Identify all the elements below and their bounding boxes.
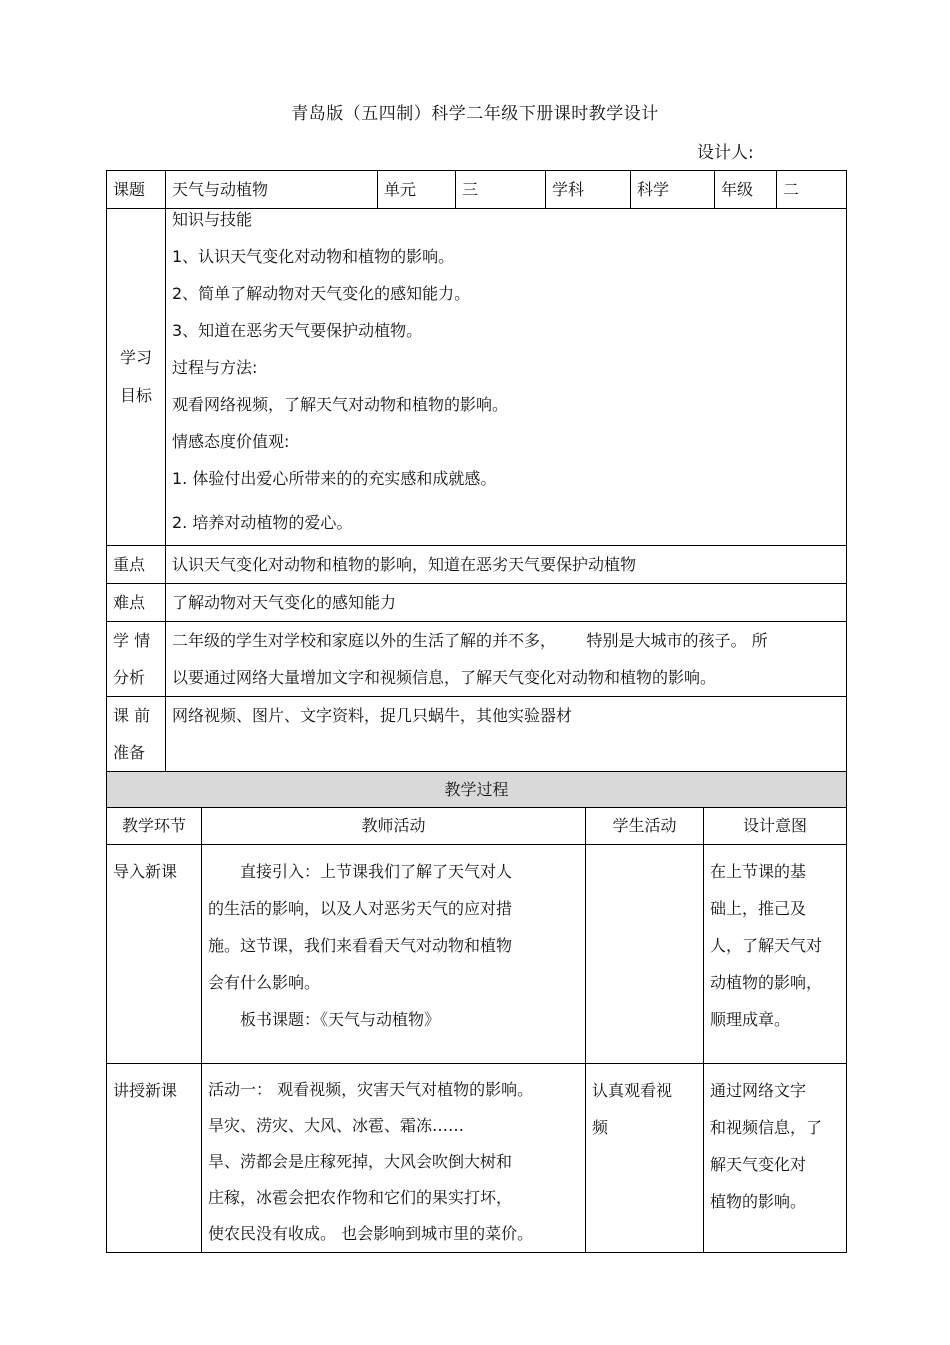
course-label: 课题 [107,171,166,209]
grade-label: 年级 [715,171,777,209]
teacher-line: 旱、涝都会是庄稼死掉，大风会吹倒大树和 [208,1152,513,1171]
teacher-cell [202,1064,586,1253]
prep-label-line: 准备 [113,743,146,762]
objective-line: 3、知道在恶劣天气要保护动植物。 [172,321,423,340]
teacher-line: 的生活的影响，以及人对恶劣天气的应对措 [208,899,513,918]
teacher-line: 施。这节课，我们来看看天气对动物和植物 [208,936,513,955]
course-value: 天气与动植物 [166,171,378,209]
student-cell [586,845,704,1064]
objective-line: 过程与方法: [172,358,258,377]
teacher-line: 庄稼，冰雹会把农作物和它们的果实打坏， [208,1188,513,1207]
teacher-line: 旱灾、涝灾、大风、冰雹、霜冻…… [208,1116,465,1135]
subject-label: 学科 [546,171,631,209]
student-line: 频 [592,1118,609,1137]
analysis-label-line: 学 情 [113,631,151,650]
document-title: 青岛版（五四制）科学二年级下册课时教学设计 [291,104,659,124]
designer-label: 设计人: [697,143,754,163]
difficulty-value: 了解动物对天气变化的感知能力 [166,584,847,622]
prep-value: 网络视频、图片、文字资料，捉几只蜗牛，其他实验器材 [166,697,847,772]
objective-line: 2、简单了解动物对天气变化的感知能力。 [172,284,471,303]
teacher-line: 板书课题：《天气与动植物》 [240,1010,441,1029]
col-stage-header: 教学环节 [107,808,202,845]
col-intent-header: 设计意图 [704,808,847,845]
key-point-value: 认识天气变化对动物和植物的影响，知道在恶劣天气要保护动植物 [166,546,847,584]
process-header: 教学过程 [107,772,847,808]
unit-value: 三 [456,171,546,209]
subject-value: 科学 [631,171,715,209]
teacher-line: 会有什么影响。 [208,973,321,992]
teacher-line: 使农民没有收成。 也会影响到城市里的菜价。 [208,1224,534,1243]
intent-line: 顺理成章。 [710,1010,791,1029]
stage-cell: 讲授新课 [107,1064,202,1253]
unit-label: 单元 [378,171,456,209]
objective-line: 观看网络视频，了解天气对动物和植物的影响。 [172,395,509,414]
objective-line: 情感态度价值观: [172,432,290,451]
col-student-header: 学生活动 [586,808,704,845]
objectives-label-line: 学习 [119,348,152,367]
analysis-label-line: 分析 [113,668,146,687]
objective-line: 2. 培养对动植物的爱心。 [172,513,353,532]
difficulty-label: 难点 [107,584,166,622]
objectives-content [166,209,847,546]
process-row [107,845,847,1064]
objective-line: 1. 体验付出爱心所带来的的充实感和成就感。 [172,469,497,488]
grade-value: 二 [777,171,847,209]
teacher-cell [202,845,586,1064]
prep-label [107,697,166,772]
objectives-label-line: 目标 [119,386,152,405]
intent-line: 和视频信息，了 [710,1118,823,1137]
objective-line: 1、认识天气变化对动物和植物的影响。 [172,247,455,266]
intent-cell [704,1064,847,1253]
process-row [107,1064,847,1253]
lesson-info-table [106,170,847,772]
intent-line: 础上，推己及 [710,899,807,918]
intent-line: 动植物的影响， [710,973,823,992]
intent-line: 人，了解天气对 [710,936,823,955]
intent-line: 通过网络文字 [710,1081,807,1100]
teacher-line: 直接引入：上节课我们了解了天气对人 [240,862,513,881]
objective-line: 知识与技能 [172,210,253,229]
student-cell [586,1064,704,1253]
intent-line: 植物的影响。 [710,1192,807,1211]
teaching-process-table [106,771,847,1253]
analysis-line: 二年级的学生对学校和家庭以外的生活了解的并不多， 特别是大城市的孩子。 所 [172,631,768,650]
analysis-label [107,622,166,697]
objectives-label [107,209,166,546]
intent-line: 解天气变化对 [710,1155,807,1174]
analysis-value [166,622,847,697]
intent-cell [704,845,847,1064]
analysis-line: 以要通过网络大量增加文字和视频信息，了解天气变化对动物和植物的影响。 [172,668,717,687]
key-point-label: 重点 [107,546,166,584]
student-line: 认真观看视 [592,1081,673,1100]
stage-cell: 导入新课 [107,845,202,1064]
prep-label-line: 课 前 [113,706,151,725]
teacher-line: 活动一： 观看视频，灾害天气对植物的影响。 [208,1080,534,1099]
col-teacher-header: 教师活动 [202,808,586,845]
intent-line: 在上节课的基 [710,862,807,881]
